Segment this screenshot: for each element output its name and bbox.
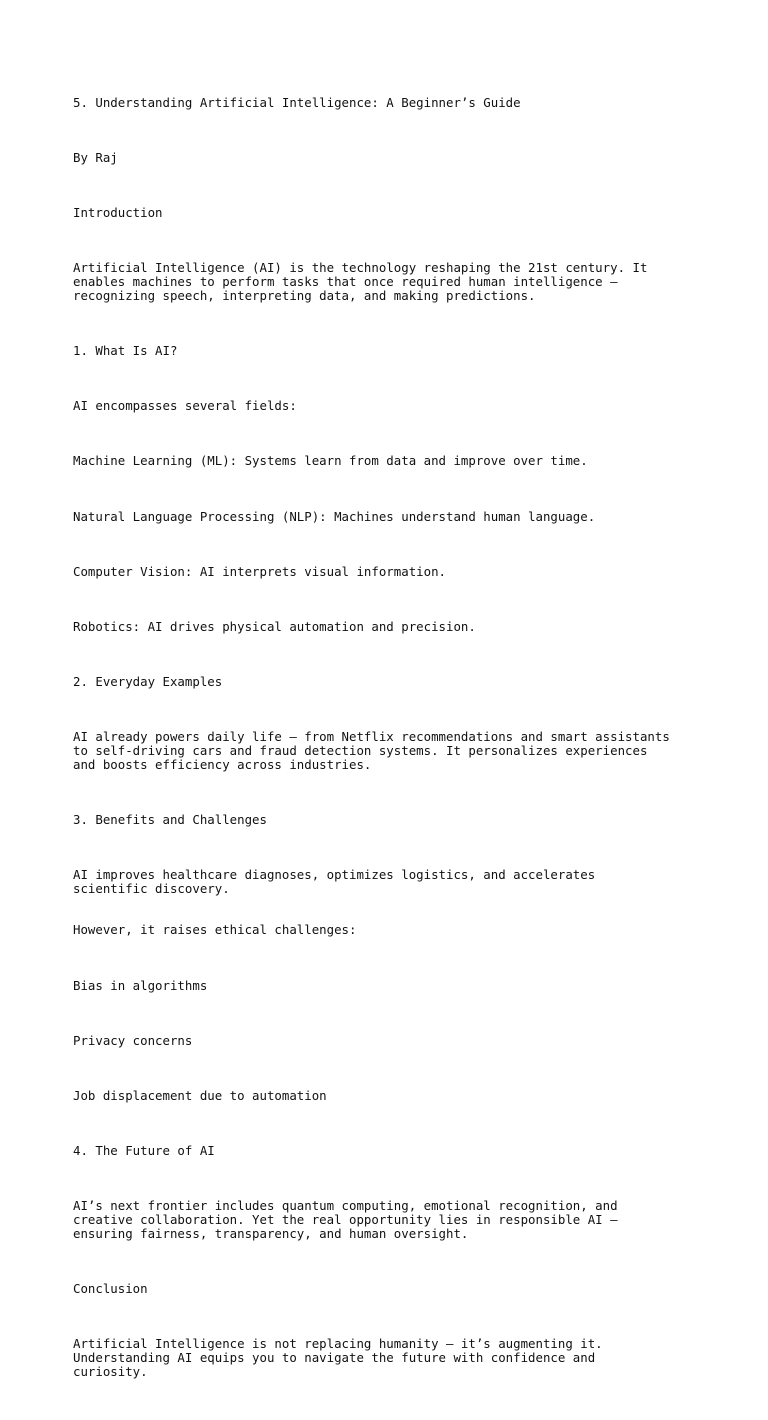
- section-3-paragraph: AI improves healthcare diagnoses, optimizes logistics, and accelerates scientific discovery.: [73, 867, 596, 897]
- field-item-nlp: Natural Language Processing (NLP): Machines understand human language.: [73, 508, 596, 524]
- section-3-challenges-intro: However, it raises ethical challenges:: [73, 922, 357, 938]
- intro-paragraph: Artificial Intelligence (AI) is the technology reshaping the 21st century. It enables machines to perform tasks that once required human intelligence — recognizing speech, interpreting data, and making predictions.: [73, 260, 648, 303]
- conclusion-paragraph: Artificial Intelligence is not replacing humanity — it’s augmenting it. Understanding AI equips you to navigate the future with confidence and curiosity.: [73, 1336, 603, 1379]
- field-item-ml: Machine Learning (ML): Systems learn from data and improve over time.: [73, 453, 588, 469]
- section-3-heading: 3. Benefits and Challenges: [73, 812, 267, 828]
- intro-heading: Introduction: [73, 204, 163, 220]
- section-1-heading: 1. What Is AI?: [73, 342, 178, 358]
- byline: By Raj: [73, 149, 118, 165]
- section-2-paragraph: AI already powers daily life — from Netflix recommendations and smart assistants to self-driving cars and fraud detection systems. It personalizes experiences and boosts efficiency across industries.: [73, 729, 670, 772]
- section-4-heading: 4. The Future of AI: [73, 1143, 215, 1159]
- section-2-heading: 2. Everyday Examples: [73, 674, 223, 690]
- section-1-intro: AI encompasses several fields:: [73, 398, 297, 414]
- document-title: 5. Understanding Artificial Intelligence: A Beginner’s Guide: [73, 94, 521, 110]
- conclusion-heading: Conclusion: [73, 1281, 148, 1297]
- challenge-item-bias: Bias in algorithms: [73, 977, 208, 993]
- section-4-paragraph: AI’s next frontier includes quantum computing, emotional recognition, and creative collaboration. Yet the real opportunity lies in responsible AI — ensuring fairness, transparency, and human oversight.: [73, 1198, 618, 1241]
- field-item-robotics: Robotics: AI drives physical automation and precision.: [73, 618, 476, 634]
- document-body: [73, 68, 713, 1420]
- field-item-cv: Computer Vision: AI interprets visual information.: [73, 563, 446, 579]
- challenge-item-jobs: Job displacement due to automation: [73, 1087, 327, 1103]
- challenge-item-privacy: Privacy concerns: [73, 1032, 193, 1048]
